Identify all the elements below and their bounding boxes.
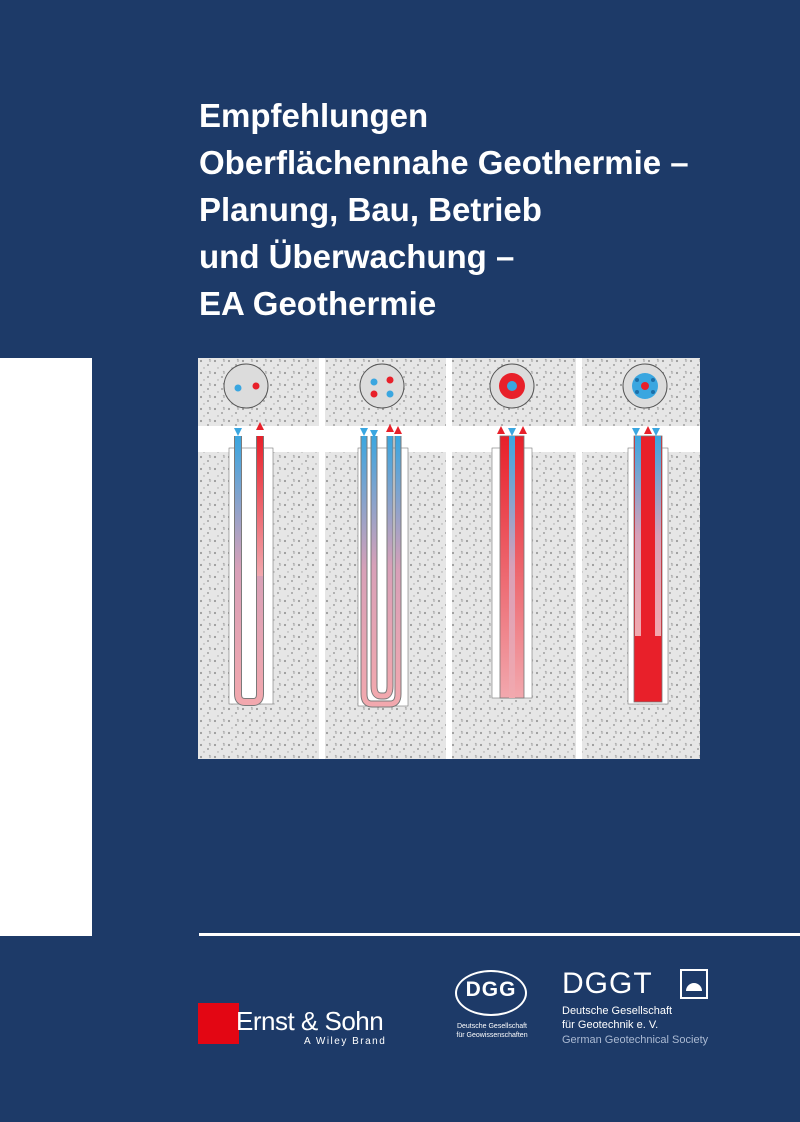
dggt-line-1: Deutsche Gesellschaft xyxy=(562,1005,673,1017)
title-line-5: EA Geothermie xyxy=(199,285,437,322)
title-line-4: und Überwachung – xyxy=(199,238,515,275)
borehole-illustration xyxy=(198,358,700,759)
dgg-line-1: Deutsche Gesellschaft xyxy=(456,1023,528,1030)
publisher-subtitle: A Wiley Brand xyxy=(304,1036,387,1047)
title-line-1: Empfehlungen xyxy=(199,97,429,134)
white-side-bar xyxy=(0,358,92,936)
dgg-fullname xyxy=(447,1022,537,1040)
title-line-3: Planung, Bau, Betrieb xyxy=(199,191,542,228)
dggt-line-3: German Geotechnical Society xyxy=(562,1034,709,1046)
title-line-2: Oberflächennahe Geothermie – xyxy=(199,144,689,181)
ernst-sohn-logo xyxy=(198,1000,398,1060)
divider-rule xyxy=(199,933,800,936)
dgg-line-2: für Geowissenschaften xyxy=(456,1032,528,1039)
dgg-logo xyxy=(447,970,537,1050)
ernst-sohn-red-square xyxy=(198,1003,239,1044)
dggt-line-2: für Geotechnik e. V. xyxy=(562,1019,659,1031)
book-title xyxy=(199,92,789,327)
dggt-emblem-icon xyxy=(680,969,708,999)
dggt-abbr: DGGT xyxy=(562,967,653,1000)
dggt-logo xyxy=(562,965,792,1055)
publisher-name: Ernst & Sohn xyxy=(236,1006,384,1036)
dgg-abbr: DGG xyxy=(465,978,517,1001)
